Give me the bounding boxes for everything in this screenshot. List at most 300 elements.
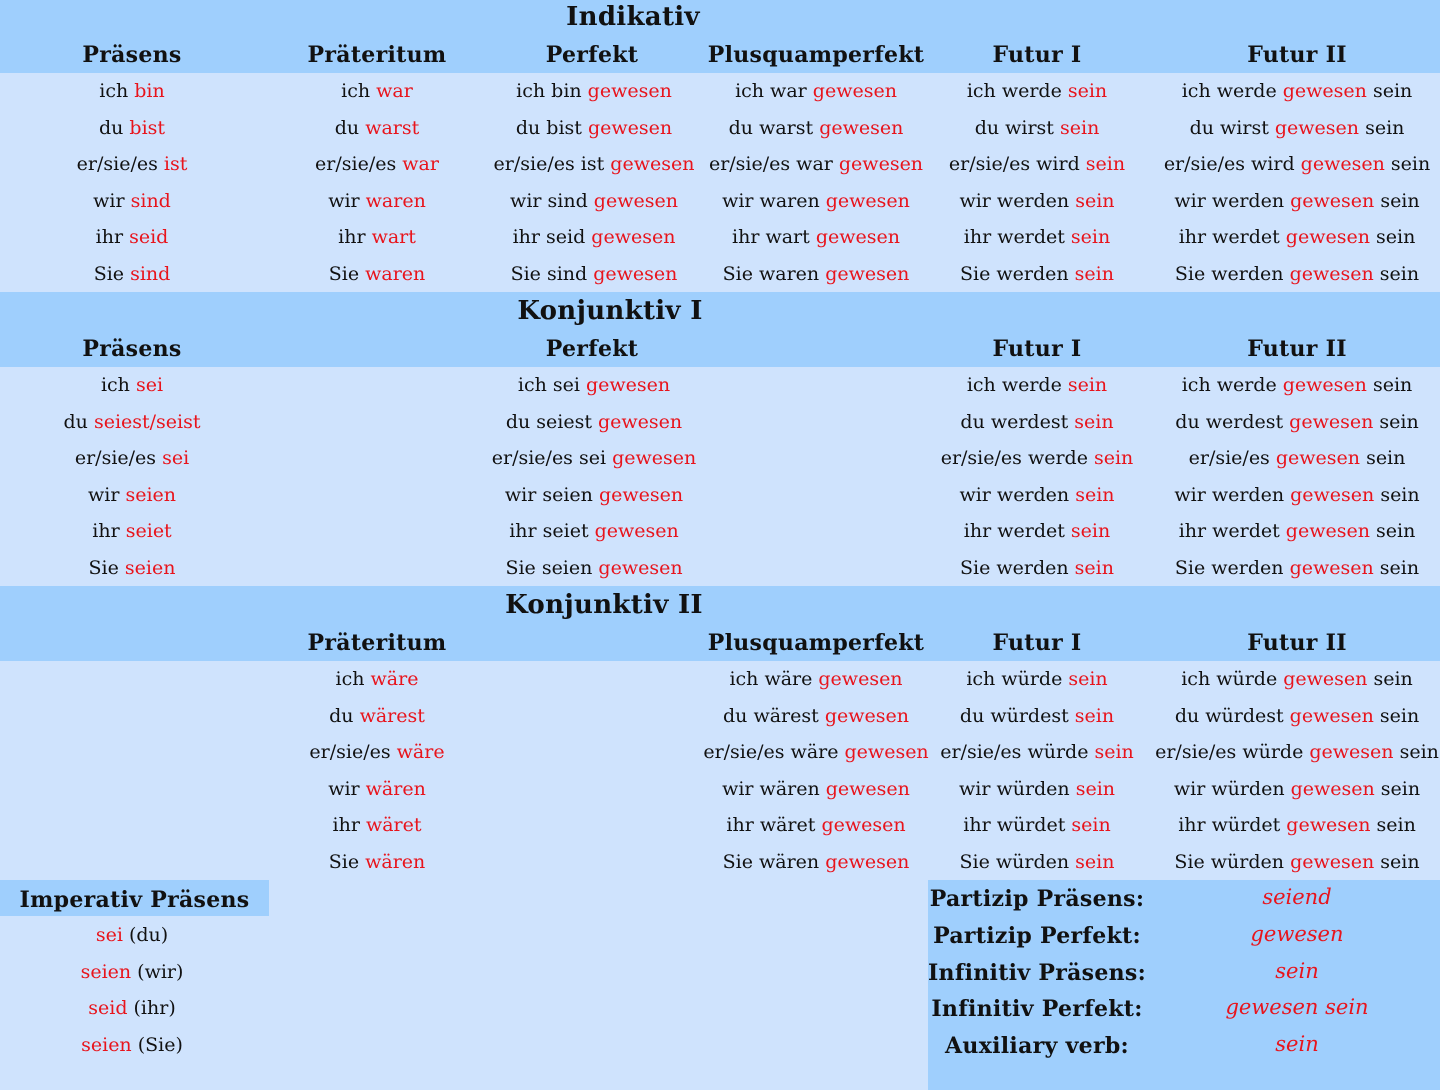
cell-prefix: wir [328,777,366,800]
cell-verb-form: waren [365,189,426,212]
form-label: Infinitiv Präsens: [927,959,1147,986]
konjunktiv2-conjugation-cell [940,740,1134,764]
cell-prefix: Sie werden [960,557,1075,579]
imperativ-verb-form: seid [88,997,128,1020]
konjunktiv1-header-band [0,292,1440,367]
konjunktiv1-col-header: Futur I [992,336,1082,362]
cell-prefix: Sie [88,557,125,579]
cell-prefix: du wirst [974,116,1060,139]
cell-verb-form: bist [129,116,166,139]
konjunktiv1-conjugation-cell [1182,373,1413,397]
cell-verb-form: seien [125,483,177,506]
cell-prefix: ich würde [1181,668,1284,690]
cell-suffix: sein [1373,263,1420,285]
cell-verb-form: gewesen [593,263,678,285]
indikativ-col-header: Futur II [1247,42,1347,68]
cell-prefix: du seiest [505,410,599,433]
cell-verb-form: gewesen [594,520,679,543]
konjunktiv1-col-header: Präsens [82,336,182,362]
indikativ-conjugation-cell [99,79,164,103]
cell-prefix: du werdest [1175,410,1290,433]
cell-verb-form: waren [365,263,426,285]
cell-verb-form: sei [135,374,164,396]
konjunktiv1-conjugation-cell [101,373,163,397]
cell-verb-form: gewesen [1290,851,1375,873]
cell-suffix: sein [1359,116,1405,139]
konjunktiv1-col-header: Perfekt [545,336,639,362]
cell-verb-form: seiest/seist [93,410,201,433]
cell-verb-form: sein [1068,668,1108,690]
imperativ-row [81,960,184,984]
cell-verb-form: sein [1075,851,1115,873]
cell-prefix: ihr werdet [1178,520,1286,543]
cell-prefix: wir wären [722,777,826,800]
cell-prefix: du würdest [959,704,1075,727]
form-value: sein [1275,1032,1319,1057]
cell-prefix: er/sie/es würde [1155,741,1310,764]
konjunktiv1-conjugation-cell [92,519,171,543]
indikativ-conjugation-cell [732,225,900,249]
cell-prefix: ich [335,668,371,690]
cell-prefix: Sie werden [960,263,1075,285]
konjunktiv1-conjugation-cell [75,446,189,470]
konjunktiv1-conjugation-cell [960,556,1114,580]
cell-prefix: er/sie/es war [708,153,839,176]
cell-prefix: er/sie/es würde [940,741,1095,764]
cell-prefix: ich werde [966,374,1068,396]
cell-prefix: er/sie/es ist [493,153,611,176]
cell-verb-form: seiet [125,520,172,543]
konjunktiv1-conjugation-cell [506,410,682,434]
konjunktiv2-col-header: Futur I [992,630,1082,656]
cell-prefix: ihr werdet [963,226,1071,249]
cell-prefix: du warst [728,116,820,139]
cell-verb-form: gewesen [593,189,678,212]
cell-prefix: ich [100,374,136,396]
cell-verb-form: sein [1059,116,1100,139]
cell-verb-form: gewesen [585,374,671,396]
cell-verb-form: gewesen [1300,153,1385,176]
cell-prefix: ich werde [966,80,1068,102]
cell-prefix: wir werden [1174,189,1291,212]
cell-prefix: ich [99,80,135,102]
cell-prefix: ich werde [1181,374,1283,396]
cell-verb-form: sein [1075,189,1115,212]
cell-verb-form: gewesen [587,116,673,139]
cell-verb-form: gewesen [1289,704,1374,727]
cell-prefix: du wärest [723,704,825,727]
cell-prefix: ich bin [516,80,588,102]
cell-verb-form: gewesen [825,777,910,800]
cell-verb-form: sein [1070,520,1111,543]
cell-prefix: du [329,704,360,727]
cell-prefix: ihr [338,226,372,249]
konjunktiv2-col-header: Plusquamperfekt [707,630,925,656]
cell-verb-form: sein [1094,741,1134,764]
cell-prefix: ihr werdet [963,520,1071,543]
cell-suffix: sein [1374,483,1420,506]
cell-prefix: du wirst [1189,116,1275,139]
cell-suffix: sein [1367,668,1413,690]
cell-verb-form: gewesen [1290,777,1375,800]
konjunktiv2-conjugation-cell [328,777,426,801]
cell-suffix: sein [1374,189,1420,212]
konjunktiv2-title: Konjunktiv II [505,590,703,620]
cell-prefix: ich sei [517,374,586,396]
konjunktiv1-conjugation-cell [89,556,176,580]
indikativ-conjugation-cell [949,152,1125,176]
cell-verb-form: gewesen [1289,263,1374,285]
cell-prefix: Sie [93,263,131,285]
konjunktiv1-conjugation-cell [941,446,1134,470]
konjunktiv1-conjugation-cell [964,519,1110,543]
cell-verb-form: wäret [365,814,422,837]
konjunktiv2-conjugation-cell [329,704,425,728]
cell-verb-form: gewesen [1274,116,1360,139]
indikativ-col-header: Präsens [82,42,182,68]
cell-verb-form: gewesen [1290,483,1375,506]
cell-verb-form: war [376,80,413,102]
cell-suffix: sein [1369,226,1416,249]
konjunktiv2-conjugation-cell [309,740,444,764]
cell-suffix: sein [1373,704,1420,727]
indikativ-conjugation-cell [1175,262,1419,286]
form-value: gewesen [1250,921,1344,946]
imperativ-pronoun: (du) [122,924,169,946]
cell-prefix: wir [87,483,126,506]
konjunktiv1-col-header: Futur II [1247,336,1347,362]
cell-prefix: er/sie/es [1188,447,1276,470]
cell-prefix: Sie [328,263,366,285]
cell-verb-form: gewesen [1289,557,1374,579]
form-value: sein [1275,958,1319,983]
cell-verb-form: sein [1070,226,1111,249]
cell-prefix: ich wäre [729,668,819,690]
cell-prefix: du [334,116,366,139]
indikativ-conjugation-cell [709,152,923,176]
indikativ-conjugation-cell [93,189,171,213]
cell-prefix: Sie würden [959,851,1076,873]
cell-verb-form: gewesen [598,557,683,579]
cell-suffix: sein [1366,80,1413,102]
konjunktiv1-title: Konjunktiv I [517,296,703,326]
cell-prefix: Sie sind [510,263,594,285]
cell-prefix: ihr [92,520,126,543]
indikativ-conjugation-cell [335,116,420,140]
cell-prefix: wir würden [958,777,1076,800]
cell-suffix: sein [1369,520,1416,543]
indikativ-conjugation-cell [729,116,904,140]
cell-prefix: er/sie/es [74,447,163,470]
cell-prefix: wir werden [1174,483,1291,506]
konjunktiv2-conjugation-cell [960,850,1115,874]
cell-suffix: sein [1374,851,1420,873]
cell-verb-form: bin [134,80,165,102]
konjunktiv1-conjugation-cell [88,483,176,507]
cell-prefix: ihr wäret [726,814,822,837]
cell-verb-form: sein [1074,410,1114,433]
indikativ-conjugation-cell [341,79,413,103]
konjunktiv1-conjugation-cell [1179,519,1416,543]
indikativ-conjugation-cell [964,225,1110,249]
cell-verb-form: gewesen [1282,80,1367,102]
indikativ-conjugation-cell [960,262,1114,286]
cell-prefix: ihr werdet [1178,226,1286,249]
form-label: Partizip Präsens: [929,886,1145,912]
indikativ-conjugation-cell [96,225,169,249]
cell-prefix: er/sie/es werde [940,447,1094,470]
cell-verb-form: sein [1071,814,1111,837]
cell-verb-form: gewesen [591,226,676,249]
cell-verb-form: gewesen [598,410,683,433]
cell-verb-form: gewesen [815,226,900,249]
cell-prefix: er/sie/es sei [491,447,613,470]
cell-verb-form: gewesen [844,741,929,764]
cell-prefix: du bist [515,116,588,139]
indikativ-conjugation-cell [722,189,910,213]
cell-prefix: wir [328,189,366,212]
indikativ-conjugation-cell [328,189,426,213]
cell-prefix: wir werden [959,189,1076,212]
cell-prefix: wir werden [959,483,1076,506]
cell-verb-form: gewesen [1275,447,1361,470]
cell-prefix: wir sind [510,189,594,212]
cell-verb-form: gewesen [821,814,906,837]
imperativ-verb-form: sei [95,924,123,946]
cell-verb-form: sei [162,447,190,470]
cell-verb-form: gewesen [1290,189,1375,212]
form-value: seiend [1262,885,1332,909]
cell-prefix: Sie seien [505,557,599,579]
cell-suffix: sein [1373,410,1419,433]
cell-prefix: wir würden [1173,777,1291,800]
cell-suffix: sein [1370,814,1416,837]
cell-prefix: Sie waren [722,263,826,285]
konjunktiv2-conjugation-cell [729,667,902,691]
cell-prefix: er/sie/es wird [948,153,1086,176]
konjunktiv1-conjugation-cell [1175,410,1418,434]
konjunktiv2-conjugation-cell [963,813,1110,837]
cell-suffix: sein [1366,374,1413,396]
cell-prefix: Sie werden [1174,557,1290,579]
cell-prefix: Sie würden [1174,851,1291,873]
cell-suffix: sein [1374,777,1421,800]
konjunktiv2-conjugation-cell [1181,667,1413,691]
indikativ-conjugation-cell [494,152,695,176]
indikativ-conjugation-cell [1190,116,1405,140]
cell-verb-form: gewesen [818,668,903,690]
cell-verb-form: seid [129,226,169,249]
cell-prefix: ich werde [1181,80,1283,102]
konjunktiv2-conjugation-cell [722,777,910,801]
cell-suffix: sein [1360,447,1406,470]
cell-prefix: ihr [95,226,130,249]
cell-verb-form: warst [365,116,420,139]
cell-verb-form: gewesen [825,263,910,285]
cell-prefix: du werdest [960,410,1075,433]
cell-verb-form: gewesen [612,447,697,470]
indikativ-conjugation-cell [94,262,171,286]
cell-verb-form: gewesen [598,483,684,506]
cell-verb-form: wäre [396,741,445,764]
cell-verb-form: gewesen [825,851,910,873]
indikativ-conjugation-cell [510,189,678,213]
cell-verb-form: ist [163,153,188,176]
indikativ-conjugation-cell [516,79,672,103]
cell-verb-form: gewesen [1286,814,1371,837]
cell-verb-form: gewesen [812,80,897,102]
konjunktiv1-conjugation-cell [960,410,1113,434]
cell-prefix: du würdest [1174,704,1290,727]
cell-prefix: wir seien [504,483,599,506]
cell-verb-form: wäre [370,668,419,690]
indikativ-conjugation-cell [1174,189,1419,213]
konjunktiv2-conjugation-cell [1174,777,1420,801]
cell-suffix: sein [1384,153,1431,176]
cell-verb-form: sein [1074,263,1114,285]
cell-verb-form: sind [130,263,171,285]
cell-verb-form: gewesen [587,80,672,102]
cell-prefix: ich war [735,80,813,102]
indikativ-conjugation-cell [959,189,1114,213]
cell-prefix: ich [341,80,377,102]
konjunktiv1-conjugation-cell [505,483,683,507]
indikativ-col-header: Präteritum [307,42,447,68]
imperativ-pronoun: (wir) [131,960,184,983]
form-value: gewesen sein [1225,995,1369,1020]
cell-prefix: du [63,410,94,433]
indikativ-conjugation-cell [1182,79,1413,103]
cell-verb-form: wart [371,226,416,249]
indikativ-conjugation-cell [1179,225,1416,249]
cell-verb-form: sein [1067,80,1108,102]
indikativ-conjugation-cell [516,116,672,140]
konjunktiv1-conjugation-cell [1175,556,1419,580]
cell-prefix: du [98,116,130,139]
konjunktiv1-conjugation-cell [1174,483,1419,507]
imperativ-row [88,996,176,1020]
indikativ-conjugation-cell [99,116,165,140]
indikativ-col-header: Plusquamperfekt [707,42,925,68]
indikativ-conjugation-cell [338,225,416,249]
konjunktiv2-conjugation-cell [959,777,1115,801]
cell-verb-form: war [402,153,439,176]
konjunktiv2-conjugation-cell [726,813,905,837]
form-label: Auxiliary verb: [945,1033,1129,1060]
cell-verb-form: gewesen [1283,668,1368,690]
cell-verb-form: sein [1074,557,1114,579]
cell-suffix: sein [1393,741,1439,764]
cell-verb-form: gewesen [1285,520,1370,543]
cell-verb-form: gewesen [838,153,924,176]
konjunktiv2-conjugation-cell [723,704,909,728]
cell-prefix: Sie wären [722,851,826,873]
konjunktiv2-conjugation-cell [703,740,928,764]
cell-prefix: er/sie/es wird [1163,153,1301,176]
cell-prefix: Sie werden [1174,263,1290,285]
indikativ-conjugation-cell [975,116,1100,140]
indikativ-conjugation-cell [77,152,188,176]
form-label: Infinitiv Perfekt: [931,996,1143,1023]
konjunktiv1-conjugation-cell [959,483,1114,507]
cell-verb-form: sind [130,189,171,212]
cell-verb-form: sein [1074,704,1115,727]
cell-verb-form: gewesen [1285,226,1370,249]
cell-verb-form: sein [1085,153,1126,176]
konjunktiv2-conjugation-cell [723,850,910,874]
konjunktiv1-conjugation-cell [1189,446,1406,470]
indikativ-conjugation-cell [329,262,426,286]
imperativ-verb-form: seien [80,960,132,983]
konjunktiv2-conjugation-cell [1178,813,1416,837]
cell-verb-form: sein [1067,374,1108,396]
indikativ-col-header: Perfekt [545,42,639,68]
cell-verb-form: gewesen [1289,410,1374,433]
cell-prefix: ihr wart [732,226,816,249]
cell-verb-form: wären [365,851,426,873]
cell-verb-form: gewesen [819,116,904,139]
konjunktiv1-conjugation-cell [505,556,682,580]
cell-prefix: ihr würdet [1178,814,1287,837]
cell-prefix: ihr seiet [509,520,595,543]
indikativ-conjugation-cell [315,152,439,176]
konjunktiv1-conjugation-cell [63,410,200,434]
indikativ-conjugation-cell [1164,152,1430,176]
imperativ-verb-form: seien [81,1033,132,1056]
cell-verb-form: wären [365,777,426,800]
konjunktiv2-conjugation-cell [336,667,419,691]
cell-verb-form: seien [124,557,176,579]
cell-prefix: er/sie/es wäre [703,741,845,764]
konjunktiv2-conjugation-cell [1175,704,1419,728]
indikativ-conjugation-cell [511,262,678,286]
imperativ-pronoun: (Sie) [131,1033,183,1056]
konjunktiv1-conjugation-cell [967,373,1107,397]
cell-prefix: ihr [332,814,366,837]
konjunktiv2-conjugation-cell [966,667,1107,691]
indikativ-conjugation-cell [967,79,1107,103]
cell-verb-form: sein [1075,777,1116,800]
cell-prefix: wir waren [722,189,826,212]
cell-verb-form: wärest [359,704,425,727]
cell-prefix: er/sie/es [309,741,397,764]
form-label: Partizip Perfekt: [933,922,1141,949]
cell-verb-form: gewesen [824,704,909,727]
cell-verb-form: sein [1093,447,1134,470]
cell-prefix: ich würde [966,668,1069,690]
cell-prefix: er/sie/es [315,153,403,176]
cell-verb-form: sein [1075,483,1115,506]
cell-verb-form: gewesen [610,153,695,176]
cell-verb-form: gewesen [1309,741,1394,764]
konjunktiv2-col-header: Präteritum [307,630,447,656]
konjunktiv1-conjugation-cell [518,373,670,397]
cell-prefix: wir [93,189,131,212]
imperativ-pronoun: (ihr) [127,997,176,1020]
konjunktiv1-conjugation-cell [492,446,697,470]
konjunktiv1-conjugation-cell [509,519,679,543]
indikativ-col-header: Futur I [992,42,1082,68]
konjunktiv2-conjugation-cell [960,704,1114,728]
konjunktiv2-col-header: Futur II [1247,630,1347,656]
konjunktiv2-conjugation-cell [329,850,426,874]
imperativ-title: Imperativ Präsens [0,880,269,916]
cell-prefix: Sie [328,851,366,873]
cell-prefix: ihr seid [512,226,592,249]
cell-verb-form: gewesen [1282,374,1367,396]
konjunktiv2-conjugation-cell [1174,850,1419,874]
cell-verb-form: gewesen [825,189,910,212]
